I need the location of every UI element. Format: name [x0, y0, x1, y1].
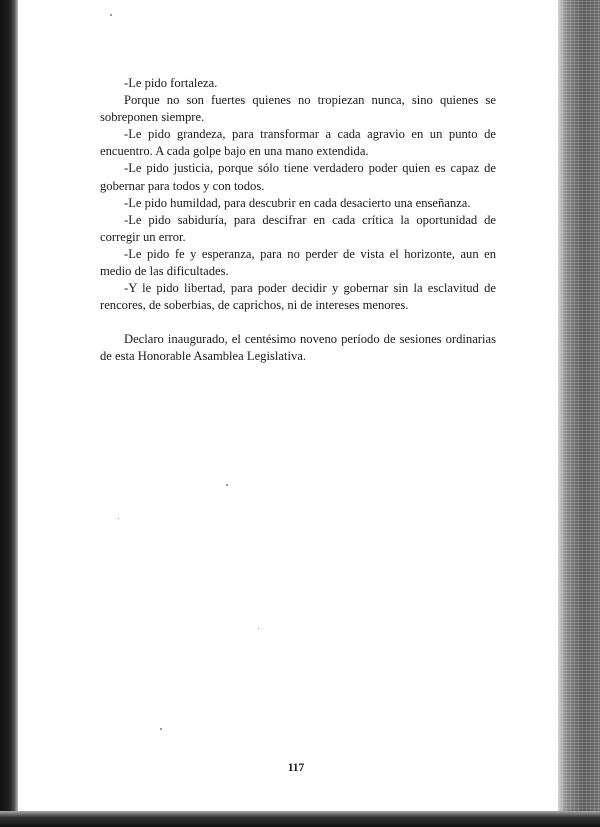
page-number: 117 — [287, 762, 305, 774]
paragraph: Porque no son fuertes quienes no tropiezan nunca, sino quienes se sobreponen siempre. — [100, 93, 496, 125]
scan-speck — [160, 728, 162, 730]
closing-paragraph: Declaro inaugurado, el centésimo noveno período de sesiones ordinarias de esta Honorable Asamblea Legislativa. — [100, 332, 496, 364]
paragraph: -Le pido sabiduría, para descifrar en cada crítica la oportunidad de corregir un error. — [100, 212, 496, 244]
scan-speck — [258, 628, 259, 629]
body-text — [100, 75, 496, 366]
scan-border-bottom — [0, 811, 600, 827]
scan-speck — [118, 518, 119, 519]
scan-border-right — [558, 0, 600, 827]
scan-speck — [226, 484, 228, 486]
paragraph: -Le pido humildad, para descubrir en cada desacierto una enseñanza. — [124, 195, 471, 210]
paragraph: -Le pido justicia, porque sólo tiene verdadero poder quien es capaz de gobernar para todos y con todos. — [100, 161, 496, 193]
page-sheet — [18, 0, 558, 811]
paragraph: -Le pido fortaleza. — [124, 76, 218, 90]
paragraph: -Y le pido libertad, para poder decidir y gobernar sin la esclavitud de rencores, de soberbias, de caprichos, ni de intereses menores. — [100, 281, 496, 313]
scan-speck — [110, 14, 112, 16]
scan-border-left — [0, 0, 18, 827]
paragraph: -Le pido grandeza, para transformar a cada agravio en un punto de encuentro. A cada golpe bajo en una mano extendida. — [100, 127, 496, 159]
paragraph: -Le pido fe y esperanza, para no perder de vista el horizonte, aun en medio de las dificultades. — [100, 246, 496, 279]
